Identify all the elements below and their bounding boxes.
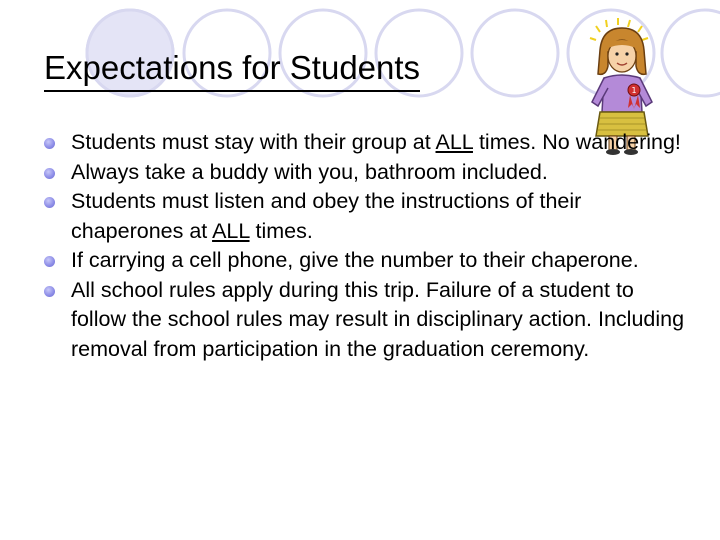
svg-text:1: 1 <box>631 86 637 95</box>
circle-bullet-icon <box>44 197 55 208</box>
bullet-item-group: Students must stay with their group at ALL times. No wandering! <box>44 128 694 158</box>
bullet-item-buddy: Always take a buddy with you, bathroom included. <box>44 158 694 188</box>
circle-bullet-icon <box>44 256 55 267</box>
slide-title: Expectations for Students <box>44 48 420 92</box>
bullet-item-rules: All school rules apply during this trip. Failure of a student to follow the school rules may result in disciplinary action. Including removal from participation in the graduation ceremony. <box>44 276 694 365</box>
bullet-list <box>44 128 694 364</box>
circle-bullet-icon <box>44 168 55 179</box>
circle-bullet-icon <box>44 138 55 149</box>
bullet-item-chaperones: Students must listen and obey the instructions of their chaperones at ALL times. <box>44 187 694 246</box>
bullet-item-phone: If carrying a cell phone, give the number to their chaperone. <box>44 246 694 276</box>
circle-bullet-icon <box>44 286 55 297</box>
